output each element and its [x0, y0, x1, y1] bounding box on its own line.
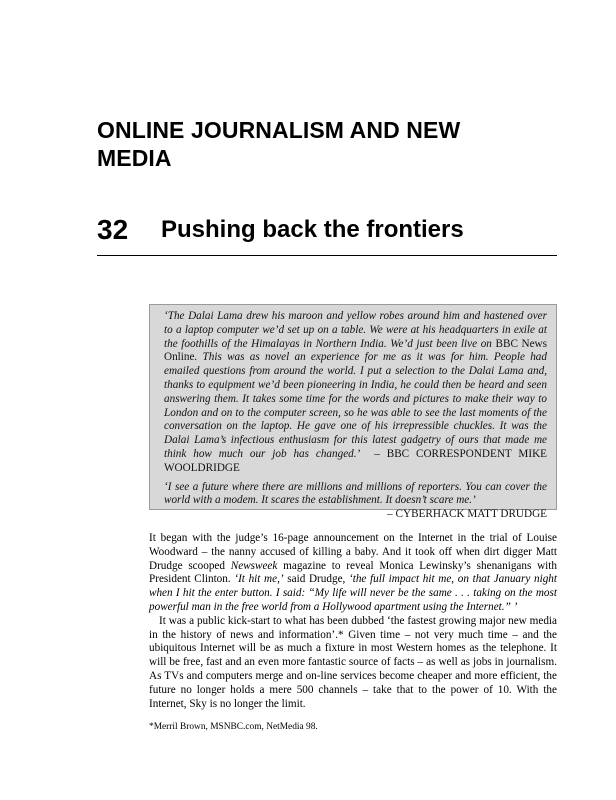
chapter-rule — [97, 255, 557, 256]
chapter-heading — [97, 214, 557, 254]
p1-text-b: magazine to reveal Monica Lewinsky’s shenanigans with President Clinton. — [149, 559, 557, 586]
paragraph-1 — [149, 532, 557, 615]
section-title: ONLINE JOURNALISM AND NEW MEDIA — [97, 117, 461, 171]
paragraph-2: It was a public kick-start to what has been dubbed ‘the fastest growing major new media in the history of news and information’.* Given time – not very much time – and the ubiquitous Internet will be as much a fixture in most Western homes as the telephone. It will be free, fast and an even more fantastic source of facts – as well as jobs in journalism. As TVs and computers merge and on-line services become cheaper and more efficient, the future no longer holds a mere 500 channels – take that to the power of 10. With the Internet, Sky is no longer the limit. — [149, 614, 557, 710]
p1-text-a: It began with the judge’s 16-page announcement on the Internet in the trial of Louise Woodward – the nanny accused of killing a baby. And it took off when dirt digger Matt Drudge scooped — [149, 532, 557, 572]
chapter-title: Pushing back the frontiers — [161, 216, 464, 243]
footnote: *Merril Brown, MSNBC.com, NetMedia 98. — [149, 722, 318, 732]
p1-quote-2: ‘the full impact hit me, on that January night when I hit the enter button. I said: “My life will never be the same . . . taking on the most powerful man in the free world from a Hollywood apartment using the Internet.” ’ — [149, 573, 557, 613]
chapter-number: 32 — [97, 214, 129, 245]
p1-quote-1: ‘It hit me,’ — [234, 573, 284, 586]
epigraph-box — [149, 304, 557, 521]
quote-1-text-cont: . This was as novel an experience for me as it was for him. People had emailed questions from around the world. I put a selection to the Dalai Lama and, thanks to equipment we’d been pioneering in India, he could then be heard and seen answering them. It takes some time for the words and pictures to make their way to London and on to the computer screen, so he was able to see the last moments of the conversation on the laptop. He gave one of his irrepressible chuckles. It was the Dalai Lama’s infectious enthusiasm for this latest gadgetry of ours that made me think how much our job has changed.’ — [164, 351, 547, 460]
body-text — [149, 532, 557, 711]
quote-1-text: ‘The Dalai Lama drew his maroon and yellow robes around him and hastened over to a laptop computer we’d set up on a table. We were at his headquarters in exile at the foothills of the Himalayas in Northern India. We’d just been live on — [164, 310, 547, 350]
quote-1-roman: BBC News Online — [164, 337, 547, 364]
quote-1-attribution: – BBC CORRESPONDENT MIKE WOOLDRIDGE — [164, 447, 547, 474]
quote-2-text: ‘I see a future where there are millions and millions of reporters. You can cover the world with a modem. It scares the establishment. It doesn’t scare me.’ — [164, 480, 547, 507]
epigraph-quote-1 — [164, 310, 547, 476]
p1-magazine: Newsweek — [230, 559, 278, 572]
epigraph-quote-2 — [164, 481, 547, 522]
quote-2-attribution: – CYBERHACK MATT DRUDGE — [387, 508, 547, 521]
p1-text-c: said Drudge, — [283, 573, 349, 586]
